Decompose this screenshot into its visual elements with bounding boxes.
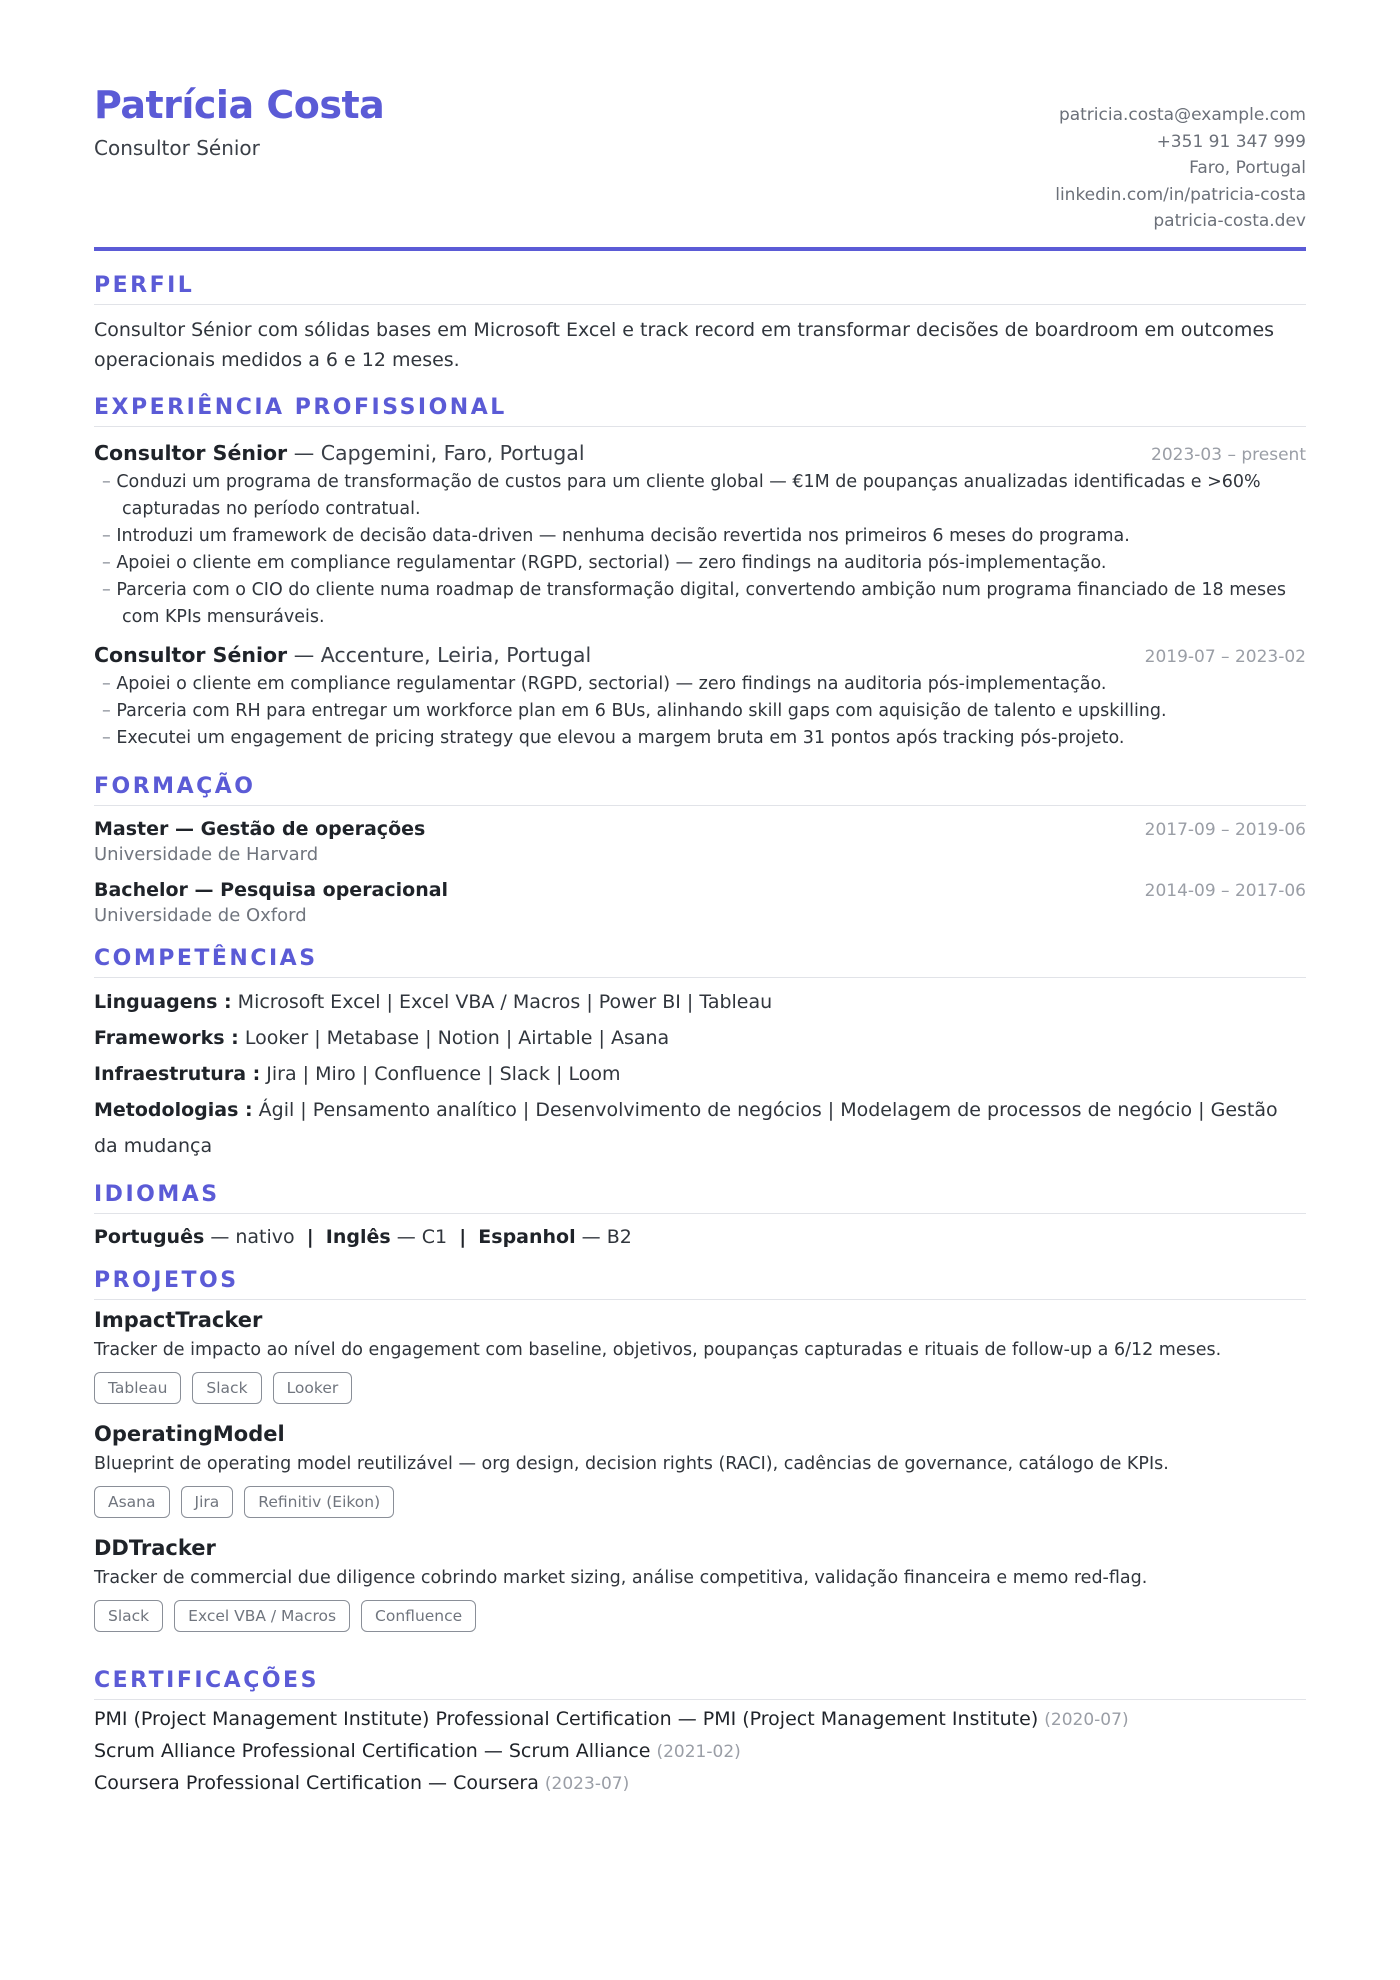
job-heading (94, 441, 585, 465)
skill-label: Frameworks : (94, 1027, 239, 1049)
section-certifications (94, 1668, 1306, 1800)
skill-values: Microsoft Excel | Excel VBA / Macros | Power BI | Tableau (231, 991, 773, 1013)
job-company: — Capgemini, Faro, Portugal (287, 441, 585, 465)
job-company: — Accenture, Leiria, Portugal (287, 643, 592, 667)
skill-values: Looker | Metabase | Notion | Airtable | Asana (238, 1027, 670, 1049)
candidate-name: Patrícia Costa (94, 83, 385, 127)
certification-name: Coursera Professional Certification — Coursera (94, 1772, 539, 1794)
project-description: Tracker de impacto ao nível do engagement com baseline, objetivos, poupanças capturadas e rituais de follow-up a 6/12 meses. (94, 1340, 1222, 1360)
project-entry (94, 1536, 1306, 1632)
project-name: OperatingModel (94, 1422, 285, 1446)
project-entry (94, 1308, 1306, 1404)
job-dates: 2019-07 – 2023-02 (1144, 647, 1306, 667)
certification-date: (2020-07) (1044, 1710, 1129, 1730)
project-tags (94, 1486, 1306, 1518)
certification-item (94, 1736, 1306, 1768)
candidate-role: Consultor Sénior (94, 136, 260, 160)
tech-tag: Looker (273, 1372, 353, 1404)
tech-tag: Refinitiv (Eikon) (244, 1486, 394, 1518)
section-experience (94, 395, 1306, 752)
language-name: Português (94, 1226, 205, 1248)
job-dates: 2023-03 – present (1151, 445, 1306, 465)
skill-row (94, 1020, 1306, 1056)
skill-values: Jira | Miro | Confluence | Slack | Loom (260, 1063, 621, 1085)
section-profile (94, 273, 1306, 375)
job-position: Consultor Sénior (94, 643, 288, 667)
skill-label: Metodologias : (94, 1099, 253, 1121)
certification-name: PMI (Project Management Institute) Professional Certification — PMI (Project Management Institute) (94, 1708, 1039, 1730)
project-name: DDTracker (94, 1536, 216, 1560)
project-description: Blueprint de operating model reutilizável — org design, decision rights (RACI), cadências de governance, catálogo de KPIs. (94, 1454, 1169, 1474)
section-education (94, 774, 1306, 926)
language-separator: | (306, 1226, 314, 1248)
project-entry (94, 1422, 1306, 1518)
education-entry (94, 879, 1306, 926)
profile-summary: Consultor Sénior com sólidas bases em Microsoft Excel e track record em transformar decisões de boardroom em outcomes operacionais medidos a 6 e 12 meses. (94, 319, 1275, 371)
section-languages (94, 1182, 1306, 1248)
skill-row (94, 1092, 1306, 1164)
contact-phone[interactable]: +351 91 347 999 (1156, 131, 1306, 152)
education-degree: Bachelor — Pesquisa operacional (94, 879, 449, 901)
language-name: Inglês (325, 1226, 391, 1248)
certification-date: (2021-02) (656, 1742, 741, 1762)
job-position: Consultor Sénior (94, 441, 288, 465)
tech-tag: Tableau (94, 1372, 181, 1404)
project-tags (94, 1600, 1306, 1632)
tech-tag: Slack (192, 1372, 261, 1404)
contact-block (1055, 102, 1306, 235)
section-title-certifications: CERTIFICAÇÕES (94, 1668, 1306, 1700)
project-name: ImpactTracker (94, 1308, 263, 1332)
skill-label: Linguagens : (94, 991, 232, 1013)
certification-item (94, 1768, 1306, 1800)
skill-row (94, 984, 1306, 1020)
job-bullet: – Introduzi um framework de decisão data-driven — nenhuma decisão revertida nos primeiros 6 meses do programa. (98, 523, 1306, 550)
tech-tag: Jira (181, 1486, 234, 1518)
job-bullet: – Apoiei o cliente em compliance regulamentar (RGPD, sectorial) — zero findings na auditoria pós-implementação. (98, 550, 1306, 577)
project-description: Tracker de commercial due diligence cobrindo market sizing, análise competitiva, validação financeira e memo red-flag. (94, 1568, 1148, 1588)
certification-item (94, 1704, 1306, 1736)
skill-row (94, 1056, 1306, 1092)
job-bullet: – Executei um engagement de pricing strategy que elevou a margem bruta em 31 pontos após tracking pós-projeto. (98, 725, 1306, 752)
resume-header (94, 0, 1306, 251)
tech-tag: Slack (94, 1600, 163, 1632)
section-title-profile: PERFIL (94, 273, 1306, 305)
contact-linkedin[interactable]: linkedin.com/in/patricia-costa (1055, 184, 1306, 205)
contact-website[interactable]: patricia-costa.dev (1153, 211, 1306, 231)
education-entry (94, 818, 1306, 865)
skill-label: Infraestrutura : (94, 1063, 261, 1085)
contact-location: Faro, Portugal (1189, 158, 1306, 178)
job-bullet: – Parceria com o CIO do cliente numa roadmap de transformação digital, convertendo ambição num programa financiado de 18 meses com KPIs mensuráveis. (98, 577, 1306, 631)
skill-values: Ágil | Pensamento analítico | Desenvolvimento de negócios | Modelagem de processos de negócio | Gestão da mudança (94, 1099, 1278, 1157)
job-bullet: – Parceria com RH para entregar um workforce plan em 6 BUs, alinhando skill gaps com aquisição de talento e upskilling. (98, 698, 1306, 725)
section-title-experience: EXPERIÊNCIA PROFISSIONAL (94, 395, 1306, 427)
tech-tag: Confluence (361, 1600, 476, 1632)
contact-email[interactable]: patricia.costa@example.com (1058, 105, 1306, 125)
education-dates: 2017-09 – 2019-06 (1144, 820, 1306, 840)
project-tags (94, 1372, 1306, 1404)
job-bullet: – Apoiei o cliente em compliance regulamentar (RGPD, sectorial) — zero findings na auditoria pós-implementação. (98, 671, 1306, 698)
certification-date: (2023-07) (544, 1774, 630, 1794)
job-heading (94, 643, 591, 667)
job-entry (94, 441, 1306, 631)
section-title-languages: IDIOMAS (94, 1182, 1306, 1214)
languages-line (94, 1226, 1306, 1248)
education-school: Universidade de Oxford (94, 905, 307, 926)
language-separator: | (459, 1226, 467, 1248)
language-name: Espanhol (478, 1226, 576, 1248)
certification-name: Scrum Alliance Professional Certification — Scrum Alliance (94, 1740, 651, 1762)
section-title-projects: PROJETOS (94, 1268, 1306, 1300)
job-bullet: – Conduzi um programa de transformação de custos para um cliente global — €1M de poupanças anualizadas identificadas e >60% capturadas no período contratual. (98, 469, 1306, 523)
job-entry (94, 643, 1306, 752)
tech-tag: Asana (94, 1486, 170, 1518)
language-level: — B2 (575, 1226, 632, 1248)
language-level: — nativo (204, 1226, 295, 1248)
job-bullets (94, 469, 1306, 631)
section-title-skills: COMPETÊNCIAS (94, 946, 1306, 978)
section-skills (94, 946, 1306, 1164)
tech-tag: Excel VBA / Macros (174, 1600, 350, 1632)
education-school: Universidade de Harvard (94, 844, 319, 865)
section-title-education: FORMAÇÃO (94, 774, 1306, 806)
job-bullets (94, 671, 1306, 752)
section-projects (94, 1268, 1306, 1632)
language-level: — C1 (390, 1226, 448, 1248)
education-degree: Master — Gestão de operações (94, 818, 426, 840)
education-dates: 2014-09 – 2017-06 (1144, 881, 1306, 901)
